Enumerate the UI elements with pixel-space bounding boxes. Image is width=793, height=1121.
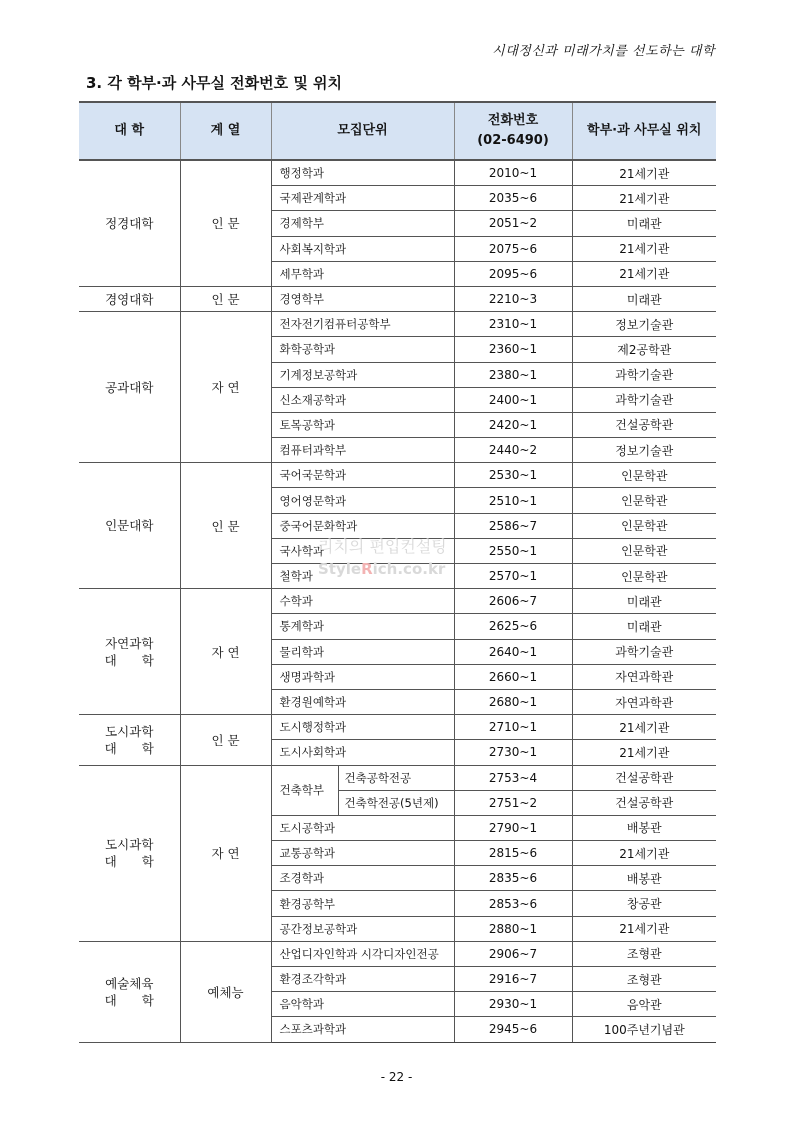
location-cell: 배봉관 xyxy=(572,866,716,891)
header-college: 대 학 xyxy=(79,102,180,160)
college-cell xyxy=(79,765,180,941)
phone-cell: 2360~1 xyxy=(454,337,572,362)
series-cell: 예체능 xyxy=(180,941,271,1042)
phone-cell: 2916~7 xyxy=(454,967,572,992)
watermark-domain: ich.co.kr xyxy=(372,560,446,578)
college-cell xyxy=(79,589,180,715)
table-row xyxy=(79,941,716,966)
unit-cell: 환경공학부 xyxy=(271,891,454,916)
location-cell: 음악관 xyxy=(572,992,716,1017)
unit-cell: 화학공학과 xyxy=(271,337,454,362)
unit-cell: 세무학과 xyxy=(271,261,454,286)
table-row xyxy=(79,160,716,186)
college-cell: 공과대학 xyxy=(79,312,180,463)
phone-cell: 2310~1 xyxy=(454,312,572,337)
phone-cell: 2075~6 xyxy=(454,236,572,261)
college-line1: 도시과학 xyxy=(105,837,154,853)
unit-cell: 철학과 xyxy=(271,564,454,589)
unit-cell: 국어국문학과 xyxy=(271,463,454,488)
unit-cell: 산업디자인학과 시각디자인전공 xyxy=(271,941,454,966)
unit-cell: 수학과 xyxy=(271,589,454,614)
phone-cell: 2010~1 xyxy=(454,160,572,186)
location-cell: 인문학관 xyxy=(572,488,716,513)
series-cell: 자 연 xyxy=(180,765,271,941)
header-series: 계 열 xyxy=(180,102,271,160)
header-phone-line1: 전화번호 xyxy=(487,113,539,128)
location-cell: 과학기술관 xyxy=(572,362,716,387)
phone-cell: 2660~1 xyxy=(454,664,572,689)
location-cell: 21세기관 xyxy=(572,236,716,261)
unit-cell: 물리학과 xyxy=(271,639,454,664)
phone-cell: 2035~6 xyxy=(454,186,572,211)
college-cell: 정경대학 xyxy=(79,160,180,286)
college-cell: 인문대학 xyxy=(79,463,180,589)
college-line1: 자연과학 xyxy=(105,635,154,651)
section-title: 3. 각 학부·과 사무실 전화번호 및 위치 xyxy=(86,74,343,92)
phone-cell: 2835~6 xyxy=(454,866,572,891)
location-cell: 미래관 xyxy=(572,589,716,614)
phone-cell: 2751~2 xyxy=(454,790,572,815)
table-row xyxy=(79,715,716,740)
unit-cell: 영어영문학과 xyxy=(271,488,454,513)
location-cell: 건설공학관 xyxy=(572,790,716,815)
header-slogan: 시대정신과 미래가치를 선도하는 대학 xyxy=(492,44,715,59)
unit-cell: 환경조각학과 xyxy=(271,967,454,992)
location-cell: 정보기술관 xyxy=(572,438,716,463)
header-phone-line2: (02-6490) xyxy=(477,133,549,148)
college-cell xyxy=(79,941,180,1042)
series-cell: 인 문 xyxy=(180,286,271,311)
series-cell: 자 연 xyxy=(180,312,271,463)
unit-cell: 도시사회학과 xyxy=(271,740,454,765)
location-cell: 창공관 xyxy=(572,891,716,916)
location-cell: 배봉관 xyxy=(572,815,716,840)
phone-cell: 2680~1 xyxy=(454,689,572,714)
location-cell: 21세기관 xyxy=(572,261,716,286)
unit-cell: 건축학부 xyxy=(271,765,338,815)
phone-cell: 2815~6 xyxy=(454,841,572,866)
location-cell: 인문학관 xyxy=(572,538,716,563)
phone-cell: 2420~1 xyxy=(454,412,572,437)
header-location: 학부·과 사무실 위치 xyxy=(572,102,716,160)
location-cell: 미래관 xyxy=(572,211,716,236)
phone-cell: 2930~1 xyxy=(454,992,572,1017)
watermark-style: Style xyxy=(318,560,362,578)
unit-cell: 통계학과 xyxy=(271,614,454,639)
college-line2: 대 학 xyxy=(104,652,154,668)
watermark-line1: 리치의 편입컨설팅 xyxy=(318,537,447,556)
phone-cell: 2530~1 xyxy=(454,463,572,488)
phone-cell: 2730~1 xyxy=(454,740,572,765)
college-line2: 대 학 xyxy=(104,992,154,1008)
series-cell: 인 문 xyxy=(180,463,271,589)
header-phone xyxy=(454,102,572,160)
unit-cell: 교통공학과 xyxy=(271,841,454,866)
phone-cell: 2906~7 xyxy=(454,941,572,966)
unit-cell: 생명과학과 xyxy=(271,664,454,689)
table-header-row xyxy=(79,102,716,160)
location-cell: 제2공학관 xyxy=(572,337,716,362)
phone-cell: 2606~7 xyxy=(454,589,572,614)
phone-cell: 2550~1 xyxy=(454,538,572,563)
unit-cell: 토목공학과 xyxy=(271,412,454,437)
unit-cell: 경영학부 xyxy=(271,286,454,311)
unit-cell: 중국어문화학과 xyxy=(271,513,454,538)
sub-unit-cell: 건축공학전공 xyxy=(338,765,454,790)
college-line2: 대 학 xyxy=(104,740,154,756)
phone-cell: 2853~6 xyxy=(454,891,572,916)
phone-cell: 2380~1 xyxy=(454,362,572,387)
location-cell: 미래관 xyxy=(572,614,716,639)
location-cell: 인문학관 xyxy=(572,513,716,538)
sub-unit-cell: 건축학전공(5년제) xyxy=(338,790,454,815)
phone-cell: 2586~7 xyxy=(454,513,572,538)
phone-cell: 2440~2 xyxy=(454,438,572,463)
unit-cell: 경제학부 xyxy=(271,211,454,236)
location-cell: 과학기술관 xyxy=(572,639,716,664)
unit-cell: 행정학과 xyxy=(271,160,454,186)
unit-cell: 도시행정학과 xyxy=(271,715,454,740)
series-cell: 인 문 xyxy=(180,715,271,765)
phone-cell: 2790~1 xyxy=(454,815,572,840)
table-row xyxy=(79,286,716,311)
unit-cell: 기계정보공학과 xyxy=(271,362,454,387)
unit-cell: 컴퓨터과학부 xyxy=(271,438,454,463)
location-cell: 조형관 xyxy=(572,941,716,966)
location-cell: 21세기관 xyxy=(572,916,716,941)
phone-cell: 2945~6 xyxy=(454,1017,572,1042)
location-cell: 건설공학관 xyxy=(572,765,716,790)
location-cell: 건설공학관 xyxy=(572,412,716,437)
location-cell: 자연과학관 xyxy=(572,689,716,714)
phone-cell: 2640~1 xyxy=(454,639,572,664)
location-cell: 인문학관 xyxy=(572,463,716,488)
location-cell: 21세기관 xyxy=(572,740,716,765)
page-number: - 22 - xyxy=(380,1070,413,1084)
table-row xyxy=(79,765,716,790)
location-cell: 21세기관 xyxy=(572,715,716,740)
unit-cell: 사회복지학과 xyxy=(271,236,454,261)
phone-cell: 2625~6 xyxy=(454,614,572,639)
college-line2: 대 학 xyxy=(104,854,154,870)
phone-cell: 2400~1 xyxy=(454,387,572,412)
phone-cell: 2510~1 xyxy=(454,488,572,513)
phone-cell: 2753~4 xyxy=(454,765,572,790)
unit-cell: 신소재공학과 xyxy=(271,387,454,412)
watermark-r: R xyxy=(361,560,373,578)
location-cell: 100주년기념관 xyxy=(572,1017,716,1042)
header-unit: 모집단위 xyxy=(271,102,454,160)
unit-cell: 국사학과 xyxy=(271,538,454,563)
series-cell: 자 연 xyxy=(180,589,271,715)
unit-cell: 도시공학과 xyxy=(271,815,454,840)
location-cell: 정보기술관 xyxy=(572,312,716,337)
location-cell: 인문학관 xyxy=(572,564,716,589)
location-cell: 21세기관 xyxy=(572,841,716,866)
unit-cell: 공간정보공학과 xyxy=(271,916,454,941)
unit-cell: 전자전기컴퓨터공학부 xyxy=(271,312,454,337)
unit-cell: 음악학과 xyxy=(271,992,454,1017)
college-cell: 경영대학 xyxy=(79,286,180,311)
college-cell xyxy=(79,715,180,765)
unit-cell: 조경학과 xyxy=(271,866,454,891)
college-line1: 도시과학 xyxy=(105,723,154,739)
location-cell: 21세기관 xyxy=(572,186,716,211)
phone-cell: 2210~3 xyxy=(454,286,572,311)
location-cell: 자연과학관 xyxy=(572,664,716,689)
unit-cell: 국제관계학과 xyxy=(271,186,454,211)
phone-cell: 2095~6 xyxy=(454,261,572,286)
table-row xyxy=(79,589,716,614)
location-cell: 21세기관 xyxy=(572,160,716,186)
unit-cell: 환경원예학과 xyxy=(271,689,454,714)
table-row xyxy=(79,312,716,337)
unit-cell: 스포츠과학과 xyxy=(271,1017,454,1042)
location-cell: 조형관 xyxy=(572,967,716,992)
college-line1: 예술체육 xyxy=(105,975,154,991)
phone-cell: 2710~1 xyxy=(454,715,572,740)
location-cell: 미래관 xyxy=(572,286,716,311)
location-cell: 과학기술관 xyxy=(572,387,716,412)
phone-cell: 2880~1 xyxy=(454,916,572,941)
phone-cell: 2570~1 xyxy=(454,564,572,589)
table-row xyxy=(79,463,716,488)
phone-cell: 2051~2 xyxy=(454,211,572,236)
contact-table xyxy=(79,101,716,1043)
series-cell: 인 문 xyxy=(180,160,271,286)
